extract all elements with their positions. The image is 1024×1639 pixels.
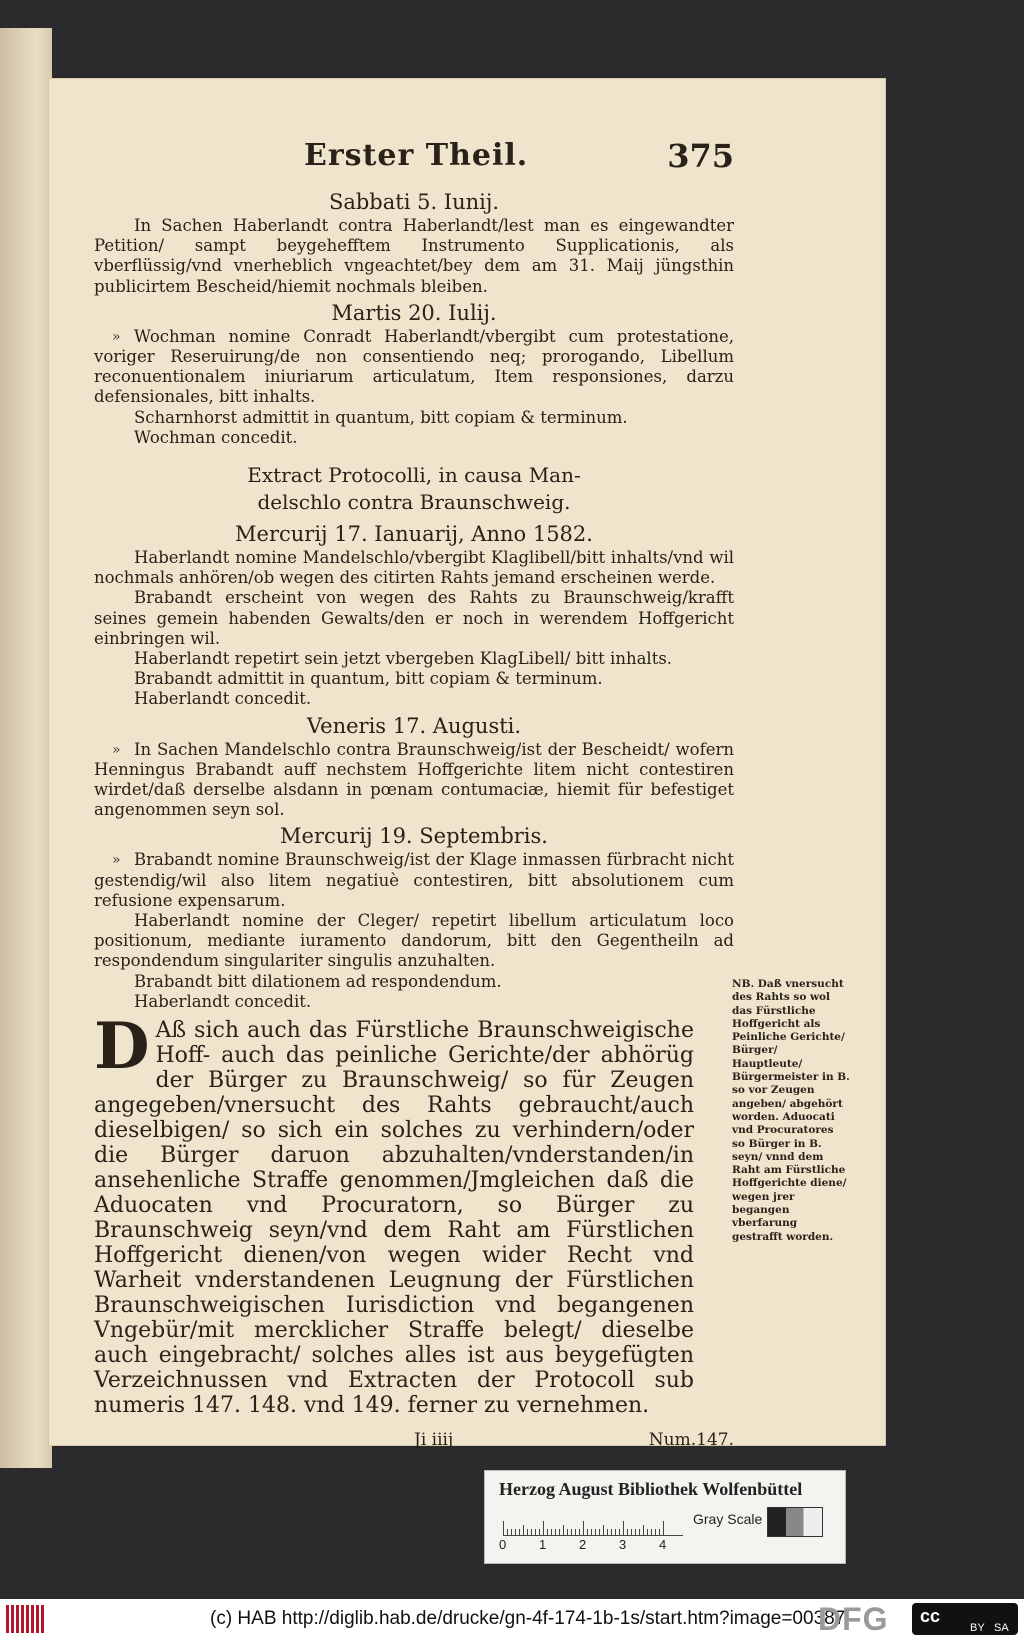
ruler-minor-tick bbox=[587, 1529, 588, 1535]
paragraph-text: Wochman concedit. bbox=[134, 427, 298, 447]
paragraph-text: Scharnhorst admittit in quantum, bitt copiam & terminum. bbox=[134, 407, 628, 427]
paragraph-text: Brabandt admittit in quantum, bitt copiam & terminum. bbox=[134, 669, 603, 689]
main-paragraph bbox=[94, 1009, 694, 1419]
ruler-minor-tick bbox=[655, 1529, 656, 1535]
ruler-minor-tick bbox=[515, 1529, 516, 1535]
ruler-minor-tick bbox=[619, 1529, 620, 1535]
ruler-minor-tick bbox=[507, 1529, 508, 1535]
ruler-minor-tick bbox=[579, 1529, 580, 1535]
hab-logo-icon bbox=[6, 1605, 46, 1633]
ruler-minor-tick bbox=[611, 1529, 612, 1535]
ruler-minor-tick bbox=[555, 1529, 556, 1535]
paragraph-text: Brabandt nomine Braunschweig/ist der Klage inmassen fürbracht nicht gestendig/wil also litem negatiuè contestiren, bitt absolutionem cum refusione expensarum. bbox=[94, 850, 734, 910]
protocol-paragraph bbox=[94, 588, 734, 649]
entry-date: Sabbati 5. Iunij. bbox=[328, 190, 500, 214]
protocol-paragraph bbox=[94, 850, 734, 911]
protocol-paragraph bbox=[94, 911, 734, 972]
protocol-paragraph bbox=[94, 740, 734, 821]
ruler-number: 0 bbox=[499, 1537, 507, 1552]
ruler-minor-tick bbox=[571, 1529, 572, 1535]
protocol-paragraph bbox=[94, 992, 734, 1012]
ruler-minor-tick bbox=[631, 1529, 632, 1535]
protocol-paragraph bbox=[94, 649, 734, 669]
paragraph-text: Wochman nomine Conradt Haberlandt/vbergibt cum protestatione, voriger Reseruirung/de non consentiendo neq; prorogando, Libellum reconuentionalem iniuriarum articulatum, Item responsiones, darzu defensionales, bitt inhalts. bbox=[94, 326, 734, 407]
ruler-minor-tick bbox=[651, 1529, 652, 1535]
protocol-paragraph bbox=[94, 548, 734, 588]
ruler-minor-tick bbox=[615, 1529, 616, 1535]
entry-date: Mercurij 17. Ianuarij, Anno 1582. bbox=[235, 522, 593, 547]
ruler-minor-tick bbox=[531, 1529, 532, 1535]
ruler-minor-tick bbox=[511, 1529, 512, 1535]
ruler-minor-tick bbox=[591, 1529, 592, 1535]
ruler-minor-tick bbox=[547, 1529, 548, 1535]
paragraph-text: In Sachen Mandelschlo contra Braunschweig/ist der Bescheidt/ wofern Henningus Brabandt auff nechstem Hoffgerichte litem nicht contestiren wirdet/daß derselbe alsdann in pœnam contumaciæ, hiemit für befestiget angenommen seyn sol. bbox=[94, 739, 734, 820]
library-name: Herzog August Bibliothek Wolfenbüttel bbox=[499, 1479, 803, 1499]
catchword: Num.147. bbox=[648, 1430, 734, 1451]
ruler-minor-tick bbox=[627, 1529, 628, 1535]
by-label: BY bbox=[970, 1622, 985, 1634]
drop-initial: D bbox=[94, 1009, 150, 1085]
quote-mark: » bbox=[112, 741, 121, 758]
paragraph-text: Haberlandt nomine Mandelschlo/vbergibt Klaglibell/bitt inhalts/vnd wil nochmals anhören/ob wegen des citirten Rahts jemand erscheinen werde. bbox=[94, 548, 734, 588]
gray-scale-label: Gray Scale bbox=[693, 1511, 763, 1527]
gray-scale-bar bbox=[767, 1507, 823, 1537]
ruler-number: 4 bbox=[659, 1537, 667, 1552]
sa-label: SA bbox=[994, 1622, 1009, 1634]
ruler-tick bbox=[583, 1521, 584, 1535]
ruler-minor-tick bbox=[519, 1529, 520, 1535]
dfg-logo: DFG bbox=[818, 1601, 889, 1637]
ruler-minor-tick bbox=[607, 1529, 608, 1535]
paragraph-text: In Sachen Haberlandt contra Haberlandt/lest man es eingewandter Petition/ sampt beygehefftem Instrumento Supplicationis, als vberflüssig/vnd vnerheblich vngeachtet/bey dem am 31. Maij jüngsthin publicirtem Bescheid/hiemit nochmals bleiben. bbox=[94, 216, 734, 296]
paragraph-text: Haberlandt concedit. bbox=[134, 689, 312, 709]
protocol-paragraph bbox=[94, 408, 734, 428]
running-header bbox=[94, 137, 734, 186]
ruler-scale bbox=[503, 1509, 683, 1536]
paragraph-text: Haberlandt nomine der Cleger/ repetirt libellum articulatum loco positionum, mediante iuramento dandorum, bitt den Gegentheiln ad respondendum singulariter singulis anzuhalten. bbox=[94, 911, 734, 971]
ruler-tick bbox=[543, 1521, 544, 1535]
protocol-entries-b bbox=[94, 520, 734, 1012]
ruler-tick bbox=[623, 1521, 624, 1535]
extract-heading-line: delschlo contra Braunschweig. bbox=[257, 490, 571, 515]
cc-license-badge[interactable] bbox=[912, 1603, 1018, 1635]
ruler-minor-tick bbox=[559, 1529, 560, 1535]
protocol-paragraph bbox=[94, 689, 734, 709]
ruler-number: 3 bbox=[619, 1537, 627, 1552]
protocol-paragraph bbox=[94, 972, 734, 992]
protocol-paragraph bbox=[94, 669, 734, 689]
extract-heading-line: Extract Protocolli, in causa Man- bbox=[247, 463, 581, 488]
page-body bbox=[94, 137, 734, 1460]
copyright-caption[interactable]: (c) HAB http://diglib.hab.de/drucke/gn-4f-174-1b-1s/start.htm?image=00387 bbox=[210, 1608, 846, 1629]
ruler-minor-tick bbox=[647, 1529, 648, 1535]
ruler-minor-tick bbox=[523, 1525, 524, 1535]
quote-mark: » bbox=[112, 328, 121, 345]
ruler-tick bbox=[663, 1521, 664, 1535]
footer-bar bbox=[0, 1599, 1024, 1639]
ruler-minor-tick bbox=[603, 1525, 604, 1535]
adjacent-page-edge bbox=[0, 28, 52, 1468]
ruler-minor-tick bbox=[563, 1525, 564, 1535]
document-page bbox=[48, 78, 886, 1451]
ruler-minor-tick bbox=[659, 1529, 660, 1535]
ruler-number: 1 bbox=[539, 1537, 547, 1552]
ruler-minor-tick bbox=[551, 1529, 552, 1535]
paragraph-text: Haberlandt repetirt sein jetzt vbergeben KlagLibell/ bitt inhalts. bbox=[134, 649, 673, 669]
ruler-minor-tick bbox=[595, 1529, 596, 1535]
paragraph-text: Haberlandt concedit. bbox=[134, 991, 312, 1011]
ruler-tick bbox=[503, 1521, 504, 1535]
entry-date: Veneris 17. Augusti. bbox=[306, 713, 522, 738]
ruler-minor-tick bbox=[599, 1529, 600, 1535]
paragraph-text: Brabandt bitt dilationem ad respondendum. bbox=[134, 971, 502, 991]
protocol-paragraph bbox=[94, 327, 734, 408]
ruler-number: 2 bbox=[579, 1537, 587, 1552]
margin-note: NB. Daß vnersucht des Rahts so wol das Fürstliche Hoffgericht als Peinliche Gerichte/ Bürger/ Hauptleute/ Bürgermeister in B. so vor Zeugen angeben/ abgehört worden. Aduocati vnd Procuratores so Bürger in B. seyn/ vnnd dem Raht am Fürstliche Hoffgerichte diene/ wegen jrer begangen vberfarung gestrafft worden. bbox=[732, 978, 850, 1243]
ruler-minor-tick bbox=[539, 1529, 540, 1535]
cc-icon: cc bbox=[920, 1606, 941, 1626]
main-paragraph-text: Aß sich auch das Fürstliche Braunschweigische Hoff- auch das peinliche Gerichte/der abhörüg der Bürger zu Braunschweig/ so für Zeugen angegeben/vnersucht des Rahts gebraucht/auch dieselbigen/ so sich ein solches zu verhindern/oder die Bürger daruon abzuhalten/vnderstanden/in ansehenliche Straffe genommen/Jmgleichen daß die Aduocaten vnd Procuratorn, so Bürger zu Braunschweig seyn/vnd dem Raht am Fürstlichen Hoffgericht dienen/von wegen wider Recht vnd Warheit vnderstandenen Leugnung der Fürstlichen Braunschweigischen Iurisdiction vnd begangenen Vngebür/mit mercklicher Straffe belegt/ dieselbe auch eingebracht/ solches alles ist aus beygefügten Verzeichnussen vnd Extracten der Protocoll sub numeris 147. 148. vnd 149. ferner zu vernehmen. bbox=[94, 1018, 694, 1419]
running-title: Erster Theil. bbox=[304, 138, 529, 173]
quote-mark: » bbox=[112, 852, 121, 869]
ruler-minor-tick bbox=[527, 1529, 528, 1535]
paragraph-text: Brabandt erscheint von wegen des Rahts zu Braunschweig/krafft seines gemein habenden Gewalts/den er noch in werendem Hoffgericht einbringen wil. bbox=[94, 588, 734, 648]
page-footer bbox=[94, 1430, 734, 1460]
protocol-paragraph bbox=[94, 216, 734, 297]
ruler-minor-tick bbox=[635, 1529, 636, 1535]
ruler-minor-tick bbox=[575, 1529, 576, 1535]
entry-date: Martis 20. Iulij. bbox=[331, 300, 497, 325]
scan-color-strip bbox=[484, 1470, 846, 1564]
protocol-entries-a bbox=[94, 188, 734, 448]
signature-mark: Ji iiij bbox=[414, 1430, 454, 1451]
entry-date: Mercurij 19. Septembris. bbox=[280, 824, 548, 849]
extract-heading bbox=[94, 462, 734, 516]
ruler-minor-tick bbox=[643, 1525, 644, 1535]
protocol-paragraph bbox=[94, 428, 734, 448]
page-number: 375 bbox=[667, 137, 734, 175]
ruler-minor-tick bbox=[535, 1529, 536, 1535]
ruler-minor-tick bbox=[567, 1529, 568, 1535]
ruler-minor-tick bbox=[639, 1529, 640, 1535]
